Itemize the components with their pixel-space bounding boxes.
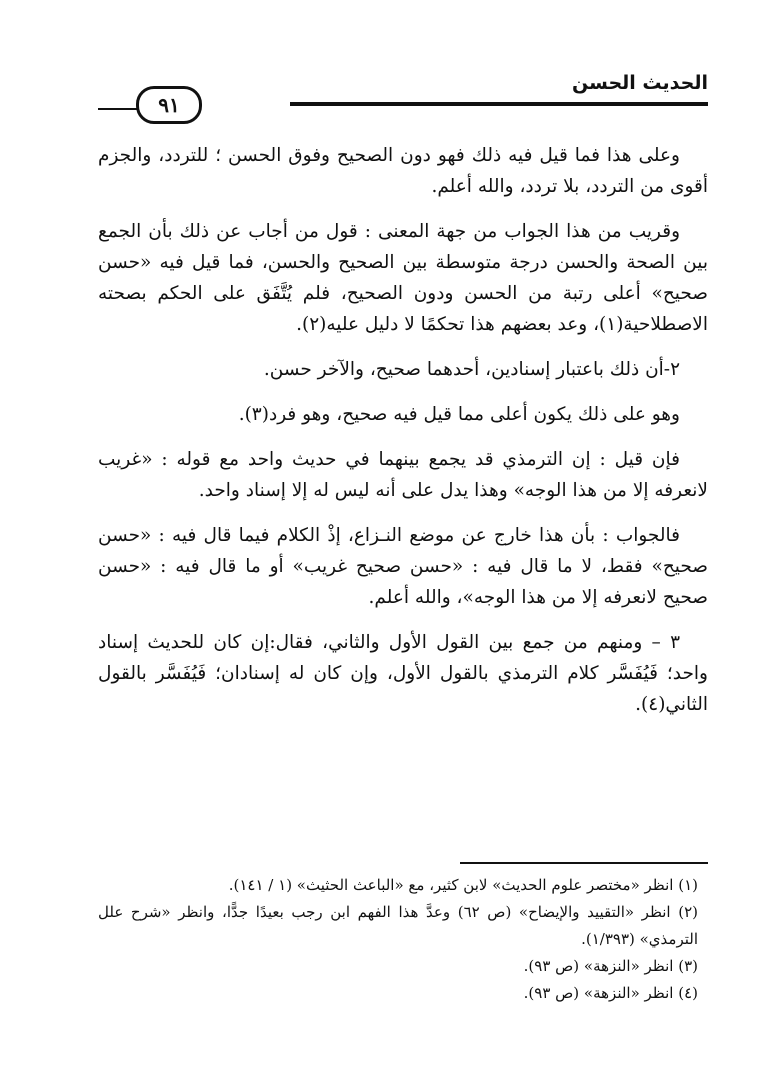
header-rule — [290, 102, 708, 106]
footnote-1: (١) انظر «مختصر علوم الحديث» لابن كثير، مع «الباعث الحثيث» (١ / ١٤١). — [228, 876, 698, 894]
main-text — [98, 140, 708, 734]
header-rule-left — [98, 108, 138, 110]
footnote-divider — [460, 862, 708, 864]
paragraph-6: فالجواب : بأن هذا خارج عن موضع النـزاع، إذْ الكلام فيما قال فيه : «حسن صحيح» فقط، لا ما قال فيه : «حسن صحيح غريب» أو ما قال فيه : «حسن صحيح لانعرفه إلا من هذا الوجه»، والله أعلم. — [98, 525, 708, 608]
footnote-3: (٣) انظر «النزهة» (ص ٩٣). — [523, 957, 698, 975]
paragraph-4: وهو على ذلك يكون أعلى مما قيل فيه صحيح، وهو فرد(٣). — [238, 404, 680, 425]
footnote-4: (٤) انظر «النزهة» (ص ٩٣). — [523, 984, 698, 1002]
running-title: الحديث الحسن — [572, 72, 708, 94]
paragraph-5: فإن قيل : إن الترمذي قد يجمع بينهما في حديث واحد مع قوله : «غريب لانعرفه إلا من هذا الوجه» وهذا يدل على أنه ليس له إلا إسناد واحد. — [98, 449, 708, 501]
paragraph-3: ٢-أن ذلك باعتبار إسنادين، أحدهما صحيح، والآخر حسن. — [263, 359, 680, 380]
paragraph-7: ٣ – ومنهم من جمع بين القول الأول والثاني، فقال:إن كان للحديث إسناد واحد؛ فَيُفَسَّر كلام الترمذي بالقول الأول، وإن كان له إسنادان؛ فَيُفَسَّر بالقول الثاني(٤). — [98, 632, 708, 715]
paragraph-1: وعلى هذا فما قيل فيه ذلك فهو دون الصحيح وفوق الحسن ؛ للتردد، والجزم أقوى من التردد، بلا تردد، والله أعلم. — [98, 145, 708, 197]
page-number: ٩١ — [136, 86, 202, 124]
page-header — [98, 72, 708, 122]
paragraph-2: وقريب من هذا الجواب من جهة المعنى : قول من أجاب عن ذلك بأن الجمع بين الصحة والحسن درجة متوسطة بين الصحيح والحسن، فما قيل فيه «حسن صحيح» أعلى رتبة من الحسن ودون الصحيح، فلم يُتَّفَق على الحكم بصحته الاصطلاحية(١)، وعد بعضهم هذا تحكمًا لا دليل عليه(٢). — [98, 221, 708, 335]
footnote-2: (٢) انظر «التقييد والإيضاح» (ص ٦٢) وعدَّ هذا الفهم ابن رجب بعيدًا جدًّا، وانظر «شرح علل الترمذي» (١/٣٩٣). — [98, 903, 698, 948]
footnotes — [98, 872, 708, 1007]
